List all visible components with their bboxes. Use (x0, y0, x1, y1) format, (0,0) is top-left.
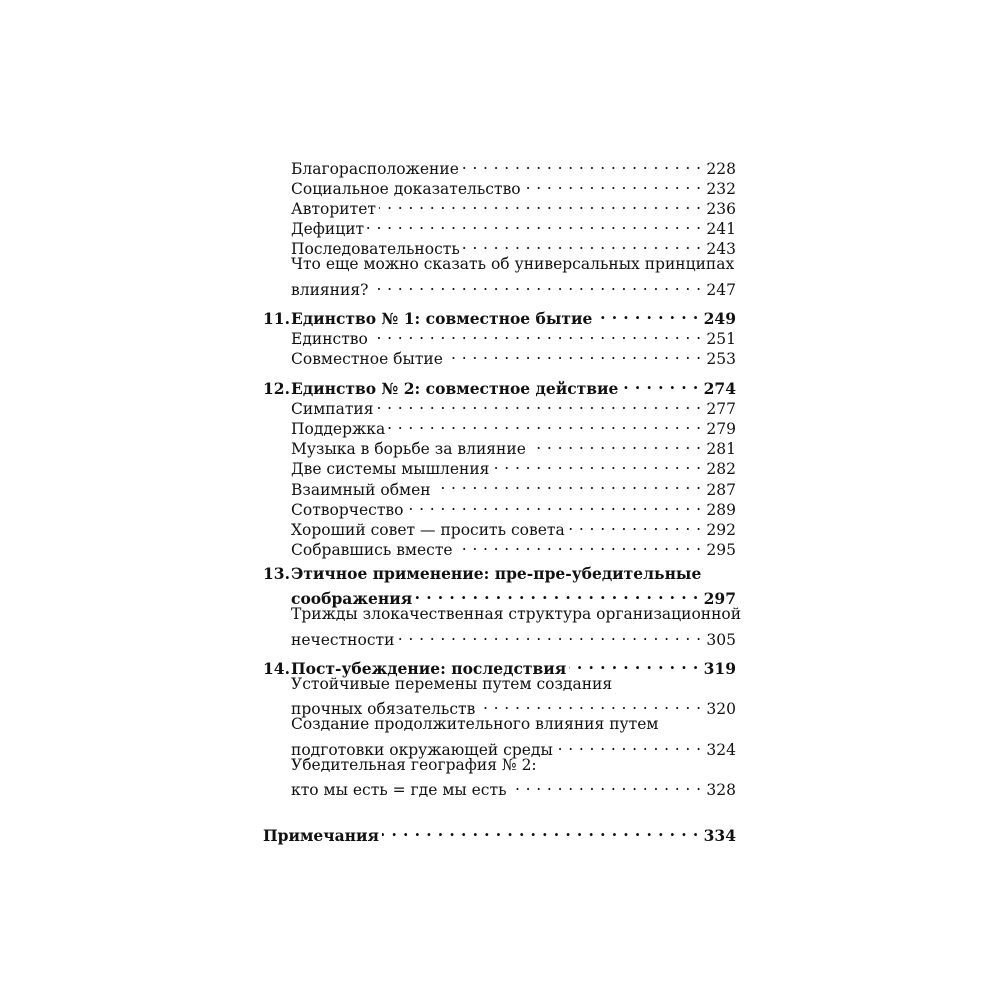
dot-leader (569, 654, 698, 674)
dot-leader (621, 374, 698, 394)
toc-entry-title: подготовки окружающей среды (291, 740, 553, 759)
dot-leader (446, 344, 701, 364)
chapter-title: соображения (291, 589, 413, 609)
dot-leader (524, 174, 702, 194)
toc-entry-page: 277 (706, 400, 736, 419)
chapter-title: Единство № 1: совместное бытие (291, 309, 593, 329)
toc-entry-title: Социальное доказательство (291, 180, 521, 199)
toc-chapter-13-line2[interactable] (263, 584, 736, 609)
toc-entry-title: Собравшись вместе (291, 540, 453, 559)
toc-chapter-14[interactable] (263, 654, 736, 679)
toc-entry-page: 305 (706, 630, 736, 649)
chapter-title: Пост-убеждение: последствия (291, 659, 567, 679)
toc-entry-line2[interactable] (263, 735, 736, 759)
toc-entry-page: 282 (706, 460, 736, 479)
toc-entry-page: 253 (706, 350, 736, 369)
chapter-number: 12. (263, 379, 290, 399)
toc-entry-line1[interactable] (263, 254, 736, 274)
dot-leader (568, 515, 702, 535)
dot-leader (529, 434, 702, 454)
toc-entry-title: Взаимный обмен (291, 480, 431, 499)
toc-entry-page: 232 (706, 180, 736, 199)
toc-entry-line1[interactable] (263, 674, 736, 694)
toc-entry-title: Дефицит (291, 220, 365, 239)
toc-entry-title: Музыка в борьбе за влияние (291, 440, 526, 459)
toc-chapter-11[interactable] (263, 304, 736, 329)
toc-entry-page: 247 (706, 280, 736, 299)
toc-entry-title: Трижды злокачественная структура организационной (291, 605, 742, 624)
dot-leader (397, 625, 701, 645)
dot-leader (462, 154, 702, 174)
dot-leader (379, 194, 701, 214)
chapter-number: 13. (263, 564, 290, 584)
chapter-title: Этичное применение: пре-пре-убедительные (291, 564, 702, 584)
chapter-page: 249 (703, 309, 736, 329)
dot-leader (556, 735, 702, 755)
toc-entry-page: 295 (706, 540, 736, 559)
dot-leader (371, 275, 701, 295)
toc-entry-title: Симпатия (291, 400, 374, 419)
toc-entry-title: Единство (291, 330, 368, 349)
toc-entry-page: 281 (706, 440, 736, 459)
toc-entry-title: влияния? (291, 280, 369, 299)
dot-leader (382, 821, 699, 841)
toc-entry-page: 228 (706, 160, 736, 179)
toc-entry-page: 243 (706, 240, 736, 259)
toc-chapter-13-line1[interactable] (263, 564, 736, 584)
toc-entry-title: нечестности (291, 630, 395, 649)
toc-notes[interactable] (263, 821, 736, 845)
notes-page: 334 (703, 825, 736, 845)
toc-entry-title: Что еще можно сказать об универсальных принципах (291, 255, 735, 274)
toc-entry-title: прочных обязательств (291, 700, 476, 719)
dot-leader (371, 324, 702, 344)
dot-leader (463, 234, 702, 254)
toc-entry-line1[interactable] (263, 604, 742, 624)
toc-entry-title: Две системы мышления (291, 460, 490, 479)
chapter-page: 274 (703, 379, 736, 399)
toc-entry[interactable] (263, 154, 736, 179)
toc-entry-page: 320 (706, 700, 736, 719)
toc-entry-line2[interactable] (263, 275, 736, 299)
toc-entry-title: Совместное бытие (291, 350, 443, 369)
dot-leader (388, 414, 701, 434)
dot-leader (434, 474, 702, 494)
chapter-number: 14. (263, 659, 290, 679)
toc-entry-line2[interactable] (263, 625, 736, 649)
toc-entry-page: 324 (706, 740, 736, 759)
dot-leader (492, 454, 701, 474)
dot-leader (456, 535, 702, 555)
toc-entry-page: 236 (706, 200, 736, 219)
chapter-page: 297 (703, 589, 736, 609)
toc-entry-title: Авторитет (291, 200, 376, 219)
dot-leader (595, 304, 698, 324)
toc-entry-title: Благорасположение (291, 160, 459, 179)
toc-entry-line2[interactable] (263, 694, 736, 719)
toc-entry-title: Устойчивые перемены путем создания (291, 675, 613, 694)
table-of-contents (263, 154, 742, 845)
toc-entry-title: Создание продолжительного влияния путем (291, 715, 659, 734)
toc-entry-line2[interactable] (263, 775, 736, 799)
dot-leader (510, 775, 702, 795)
dot-leader (406, 495, 701, 515)
toc-chapter-12[interactable] (263, 374, 736, 399)
toc-entry-line1[interactable] (263, 714, 736, 734)
toc-entry-page: 251 (706, 330, 736, 349)
toc-entry-page: 292 (706, 520, 736, 539)
chapter-number: 11. (263, 309, 290, 329)
toc-entry-line1[interactable] (263, 755, 736, 775)
toc-entry-page: 289 (706, 500, 736, 519)
dot-leader (367, 214, 701, 234)
toc-entry-page: 279 (706, 420, 736, 439)
toc-entry-title: Поддержка (291, 420, 386, 439)
toc-entry-page: 287 (706, 480, 736, 499)
notes-title: Примечания (263, 825, 379, 845)
toc-entry-title: Последовательность (291, 240, 460, 259)
toc-entry-title: Убедительная география № 2: (291, 755, 537, 774)
toc-entry-page: 328 (706, 780, 736, 799)
dot-leader (478, 694, 701, 714)
toc-entry-title: кто мы есть = где мы есть (291, 780, 507, 799)
dot-leader (415, 584, 699, 604)
toc-entry-page: 241 (706, 220, 736, 239)
chapter-title: Единство № 2: совместное действие (291, 379, 619, 399)
toc-entry-title: Сотворчество (291, 500, 404, 519)
toc-entry-title: Хороший совет — просить совета (291, 520, 565, 539)
chapter-page: 319 (703, 659, 736, 679)
dot-leader (377, 394, 702, 414)
